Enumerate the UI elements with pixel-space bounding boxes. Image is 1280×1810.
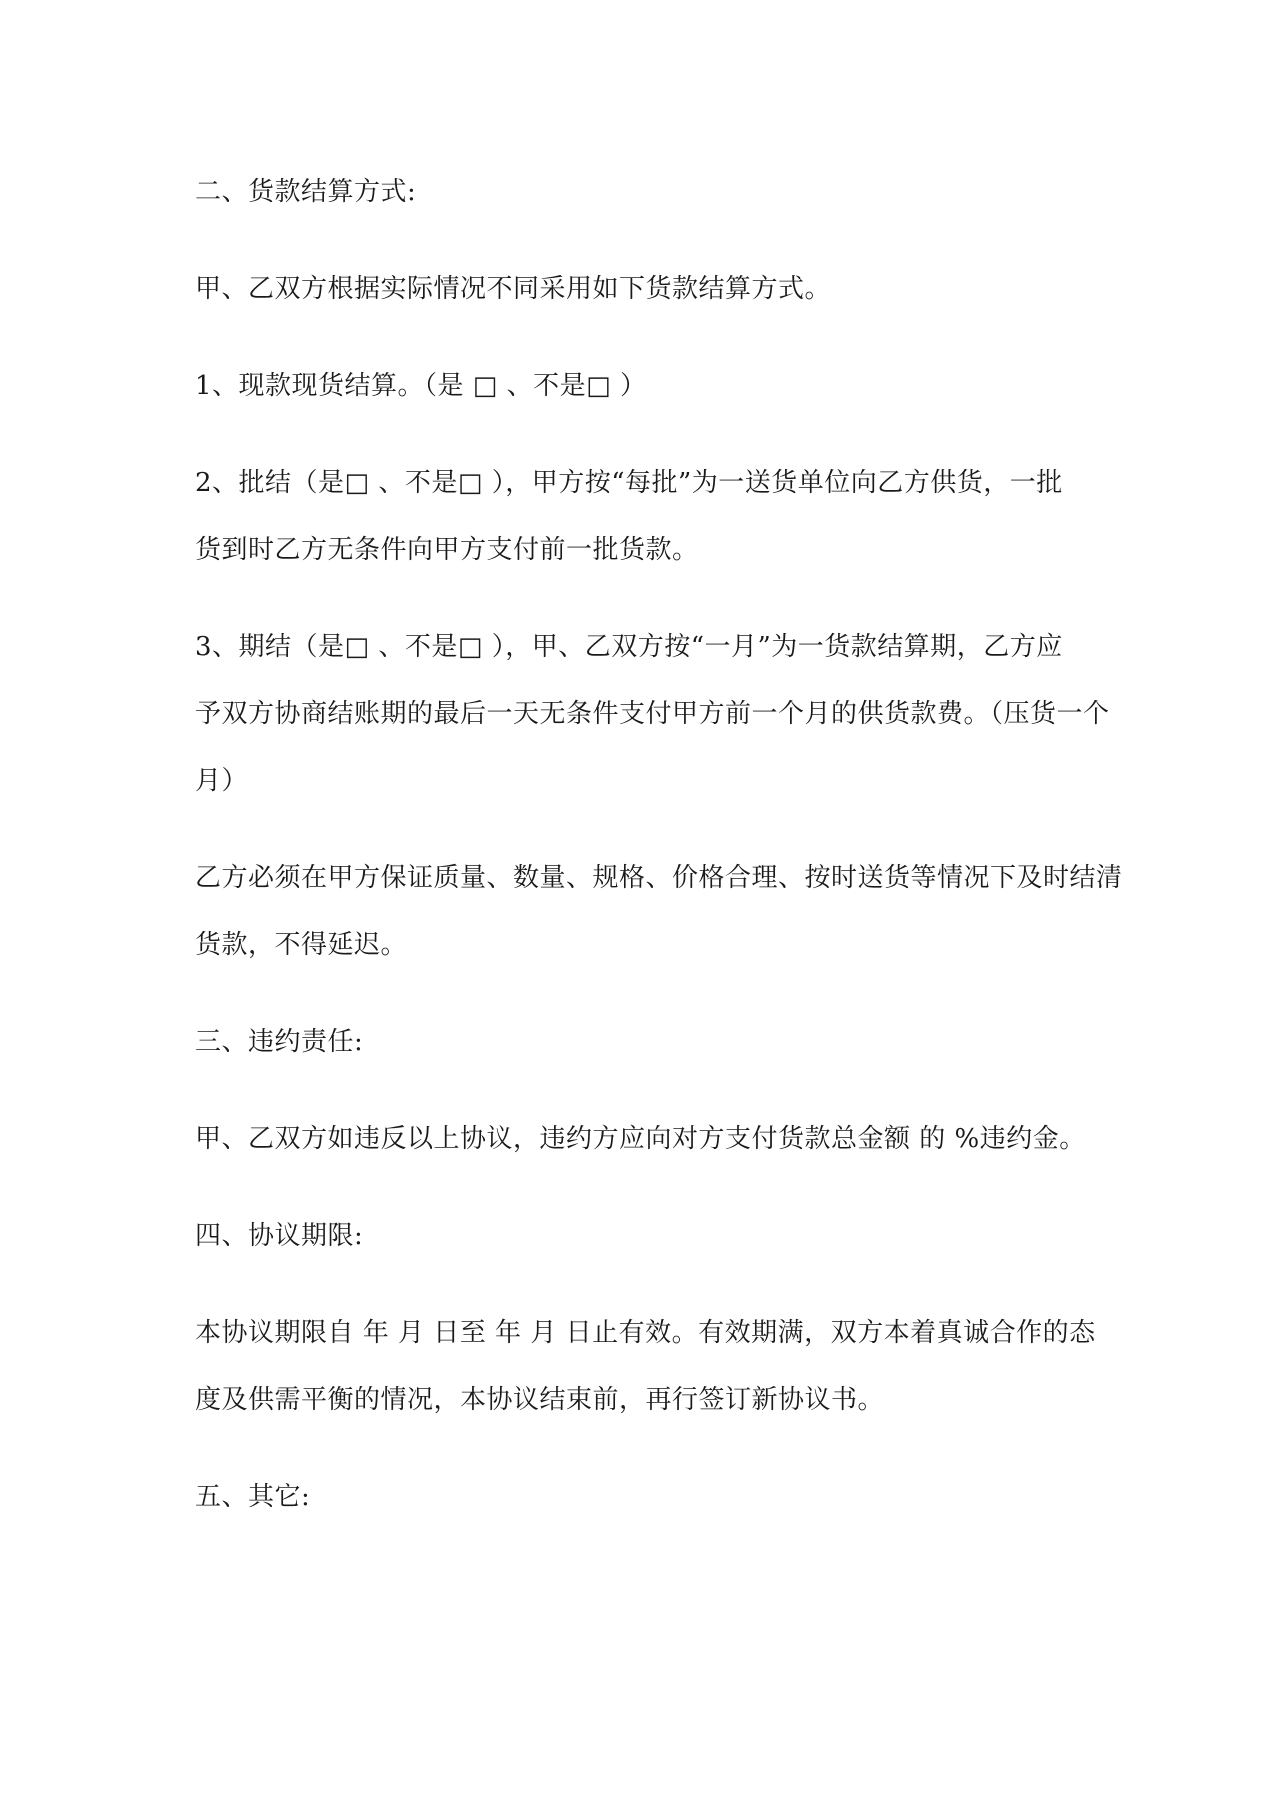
item-cash-settlement: 1、现款现货结算。（是 □ 、不是□ ） [195,371,647,401]
paragraph-agreement-term-line-1: 本协议期限自 年 月 日至 年 月 日止有效。有效期满，双方本着真诚合作的态 [195,1318,1096,1348]
paragraph-payment-obligation-line-2: 货款，不得延迟。 [195,930,408,960]
paragraph-breach-penalty: 甲、乙双方如违反以上协议，违约方应向对方支付货款总金额 的 %违约金。 [195,1124,1086,1154]
heading-payment-settlement: 二、货款结算方式: [195,177,417,207]
heading-breach-liability: 三、违约责任: [195,1027,364,1057]
item-batch-settlement-line-2: 货到时乙方无条件向甲方支付前一批货款。 [195,535,699,565]
paragraph-agreement-term-line-2: 度及供需平衡的情况，本协议结束前，再行签订新协议书。 [195,1385,885,1415]
item-period-settlement-line-3: 月） [195,766,249,796]
paragraph-payment-obligation-line-1: 乙方必须在甲方保证质量、数量、规格、价格合理、按时送货等情况下及时结清 [195,863,1123,893]
paragraph-settlement-intro: 甲、乙双方根据实际情况不同采用如下货款结算方式。 [195,274,832,304]
heading-other: 五、其它: [195,1482,311,1512]
item-period-settlement-line-1: 3、期结（是□ 、不是□ ），甲、乙双方按“一月”为一货款结算期，乙方应 [195,632,1063,662]
heading-agreement-term: 四、协议期限: [195,1221,364,1251]
item-period-settlement-line-2: 予双方协商结账期的最后一天无条件支付甲方前一个月的供货款费。（压货一个 [195,699,1110,729]
item-batch-settlement-line-1: 2、批结（是□ 、不是□ ），甲方按“每批”为一送货单位向乙方供货，一批 [195,468,1063,498]
